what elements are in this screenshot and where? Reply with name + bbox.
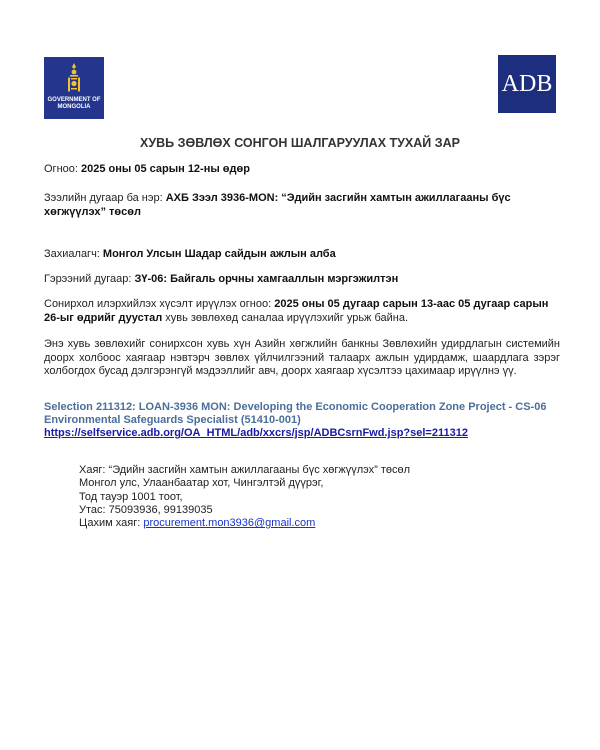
client-value: Монгол Улсын Шадар сайдын ажлын алба (102, 248, 336, 260)
address-line-2: Монгол улс, Улаанбаатар хот, Чингэлтэй дүүрэг, (79, 477, 324, 490)
deadline-label: Сонирхол илэрхийлэх хүсэлт ирүүлэх огноо: (44, 298, 275, 310)
contract-value: ЗҮ-06: Байгаль орчны хамгааллын мэргэжилтэн (134, 273, 399, 285)
loan-value: АХБ Зээл 3936-MON: “Эдийн засгийн хамтын ажиллагааны бүс хөгжүүлэх” төсөл (44, 192, 511, 218)
adb-logo: ADB (498, 55, 556, 113)
address-line-1: Хаяг: “Эдийн засгийн хамтын ажиллагааны бүс хөгжүүлэх” төсөл (79, 464, 411, 476)
email-label: Цахим хаяг: (79, 517, 144, 530)
soyombo-emblem-icon (67, 63, 81, 93)
client-line (44, 248, 560, 262)
selection-block (44, 401, 564, 440)
deadline-suffix: хувь зөвлөхөд саналаа ирүүлэхийг урьж байна. (162, 311, 409, 324)
client-label: Захиалагч: (44, 248, 103, 260)
selection-title: Selection 211312: LOAN-3936 MON: Developing the Economic Cooperation Zone Project - CS-06 Environmental Safeguards Specialist (51410-001) (44, 401, 547, 426)
gov-logo-line2: MONGOLIA (57, 104, 91, 110)
address-line-3: Тод тауэр 1001 тоот, (79, 490, 183, 503)
email-link[interactable]: procurement.mon3936@gmail.com (143, 517, 316, 530)
phone-line: Утас: 75093936, 99139035 (79, 503, 213, 516)
government-of-mongolia-logo (44, 57, 104, 119)
loan-label: Зээлийн дугаар ба нэр: (44, 192, 166, 204)
loan-line (44, 192, 544, 219)
date-label: Огноо: (44, 163, 81, 175)
adb-selfservice-link[interactable]: https://selfservice.adb.org/OA_HTML/adb/xxcrs/jsp/ADBCsrnFwd.jsp?sel=211312 (44, 427, 468, 439)
contract-line (44, 273, 560, 287)
deadline-value: 2025 оны 05 дугаар сарын 13-аас 05 дугаар сарын 26-ыг өдрийг дуустал (44, 298, 549, 324)
deadline-paragraph (44, 298, 560, 325)
date-line (44, 163, 560, 177)
announcement-title: ХУВЬ ЗӨВЛӨХ СОНГОН ШАЛГАРУУЛАХ ТУХАЙ ЗАР (140, 136, 460, 150)
date-value: 2025 оны 05 сарын 12-ны өдөр (81, 163, 250, 175)
contract-label: Гэрээний дугаар: (44, 273, 135, 285)
contact-address (79, 464, 410, 530)
instructions-paragraph: Энэ хувь зөвлөхийг сонирхсон хувь хүн Азийн хөгжлийн банкны Зөвлөхийн удирдлагын системийн доорх холбоос хаягаар нэвтэрч зөвлөх үйлчилгээний талаарх ажлын удирдамж, шаардлага зэрэг холбогдох бусад дэлгэрэнгүй мэдээллийг авч, доорх хаягаар хүсэлтээ цахимаар ирүүлнэ үү. (44, 338, 560, 377)
email-line (79, 517, 410, 530)
gov-logo-line1: GOVERNMENT OF (47, 97, 101, 103)
